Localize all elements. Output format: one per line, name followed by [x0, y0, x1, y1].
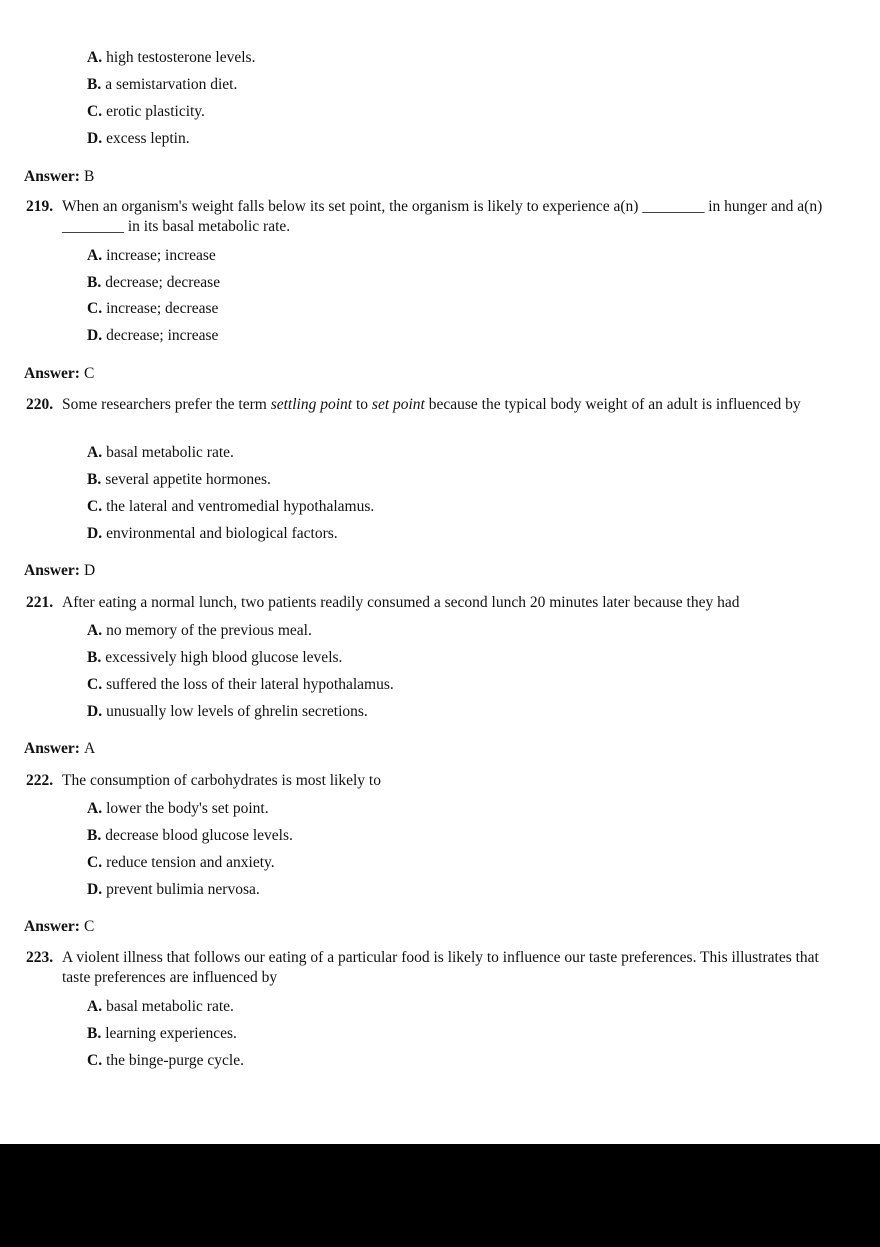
option-label: B.: [87, 649, 102, 666]
option-text: reduce tension and anxiety.: [106, 854, 275, 871]
option-220-d: [87, 524, 338, 544]
option-text: decrease; decrease: [105, 274, 221, 291]
option-text: a semistarvation diet.: [105, 76, 238, 93]
question-number: 219.: [26, 198, 54, 215]
question-text: [26, 395, 846, 415]
answer-221: [24, 739, 95, 759]
option-label: C.: [87, 498, 103, 515]
option-text: decrease; increase: [106, 327, 219, 344]
option-label: B.: [87, 471, 102, 488]
answer-label: Answer:: [24, 168, 80, 185]
option-label: A.: [87, 49, 103, 66]
option-222-a: [87, 799, 269, 819]
answer-value: A: [83, 740, 96, 757]
option-222-d: [87, 880, 260, 900]
question-text: The consumption of carbohydrates is most likely to: [62, 772, 381, 789]
answer-222: [24, 917, 94, 937]
option-220-b: [87, 470, 271, 490]
option-text: no memory of the previous meal.: [106, 622, 312, 639]
option-label: A.: [87, 444, 103, 461]
option-222-b: [87, 826, 293, 846]
option-text: increase; increase: [106, 247, 216, 264]
option-223-b: [87, 1024, 237, 1044]
option-label: C.: [87, 854, 103, 871]
answer-value: C: [83, 365, 95, 382]
answer-219: [24, 364, 94, 384]
option-223-c: [87, 1051, 244, 1071]
option-label: B.: [87, 1025, 102, 1042]
answer-218: [24, 167, 94, 187]
option-221-b: [87, 648, 342, 668]
answer-label: Answer:: [24, 562, 80, 579]
option-text: prevent bulimia nervosa.: [106, 881, 260, 898]
option-text: erotic plasticity.: [106, 103, 205, 120]
answer-value: D: [83, 562, 96, 579]
page-bottom-bar: [0, 1144, 880, 1247]
option-220-c: [87, 497, 374, 517]
question-219: [26, 197, 846, 237]
option-text: excessively high blood glucose levels.: [105, 649, 343, 666]
option-221-d: [87, 702, 368, 722]
question-text: After eating a normal lunch, two patients readily consumed a second lunch 20 minutes later because they had: [62, 594, 740, 611]
option-text: unusually low levels of ghrelin secretions.: [106, 703, 368, 720]
option-text: the lateral and ventromedial hypothalamus.: [106, 498, 375, 515]
option-label: C.: [87, 103, 103, 120]
option-219-b: [87, 273, 220, 293]
term-set-point: set point: [371, 396, 425, 413]
question-text: When an organism's weight falls below its set point, the organism is likely to experience a(n) ________ in hunger and a(n) ________ in its basal metabolic rate.: [62, 198, 823, 235]
option-label: B.: [87, 274, 102, 291]
question-222: [26, 771, 846, 791]
term-settling-point: settling point: [270, 396, 353, 413]
answer-label: Answer:: [24, 740, 80, 757]
option-223-a: [87, 997, 234, 1017]
answer-value: B: [83, 168, 95, 185]
text-segment: to: [352, 396, 372, 413]
option-label: A.: [87, 998, 103, 1015]
question-number: 222.: [26, 772, 54, 789]
option-219-c: [87, 299, 218, 319]
option-label: B.: [87, 827, 102, 844]
option-text: increase; decrease: [106, 300, 219, 317]
answer-value: C: [83, 918, 95, 935]
option-text: high testosterone levels.: [106, 49, 256, 66]
option-221-a: [87, 621, 312, 641]
question-221: [26, 593, 866, 613]
option-label: C.: [87, 300, 103, 317]
option-222-c: [87, 853, 275, 873]
option-label: C.: [87, 1052, 103, 1069]
option-label: A.: [87, 800, 103, 817]
text-segment: Some researchers prefer the term: [62, 396, 271, 413]
option-218-c: [87, 102, 205, 122]
option-219-d: [87, 326, 218, 346]
option-text: basal metabolic rate.: [106, 444, 234, 461]
option-text: several appetite hormones.: [105, 471, 271, 488]
option-text: decrease blood glucose levels.: [105, 827, 293, 844]
option-text: environmental and biological factors.: [106, 525, 338, 542]
option-label: D.: [87, 703, 103, 720]
answer-label: Answer:: [24, 365, 80, 382]
option-label: D.: [87, 881, 103, 898]
option-text: excess leptin.: [106, 130, 190, 147]
option-221-c: [87, 675, 394, 695]
question-number: 223.: [26, 949, 54, 966]
option-label: D.: [87, 130, 103, 147]
question-223: [26, 948, 846, 988]
question-220: [26, 395, 846, 415]
option-label: D.: [87, 327, 103, 344]
answer-label: Answer:: [24, 918, 80, 935]
option-text: the binge-purge cycle.: [106, 1052, 244, 1069]
option-text: basal metabolic rate.: [106, 998, 234, 1015]
question-number: 221.: [26, 594, 54, 611]
option-text: lower the body's set point.: [106, 800, 269, 817]
option-218-b: [87, 75, 237, 95]
option-label: A.: [87, 247, 103, 264]
option-label: A.: [87, 622, 103, 639]
option-label: B.: [87, 76, 102, 93]
option-label: C.: [87, 676, 103, 693]
option-218-a: [87, 48, 255, 68]
option-text: learning experiences.: [105, 1025, 237, 1042]
text-segment: because the typical body weight of an adult is influenced by: [424, 396, 801, 413]
option-219-a: [87, 246, 216, 266]
option-220-a: [87, 443, 234, 463]
option-label: D.: [87, 525, 103, 542]
question-text: A violent illness that follows our eating of a particular food is likely to influence our taste preferences. This illustrates that taste preferences are influenced by: [62, 949, 819, 986]
answer-220: [24, 561, 95, 581]
option-218-d: [87, 129, 190, 149]
option-text: suffered the loss of their lateral hypothalamus.: [106, 676, 394, 693]
question-number: 220.: [26, 396, 54, 413]
